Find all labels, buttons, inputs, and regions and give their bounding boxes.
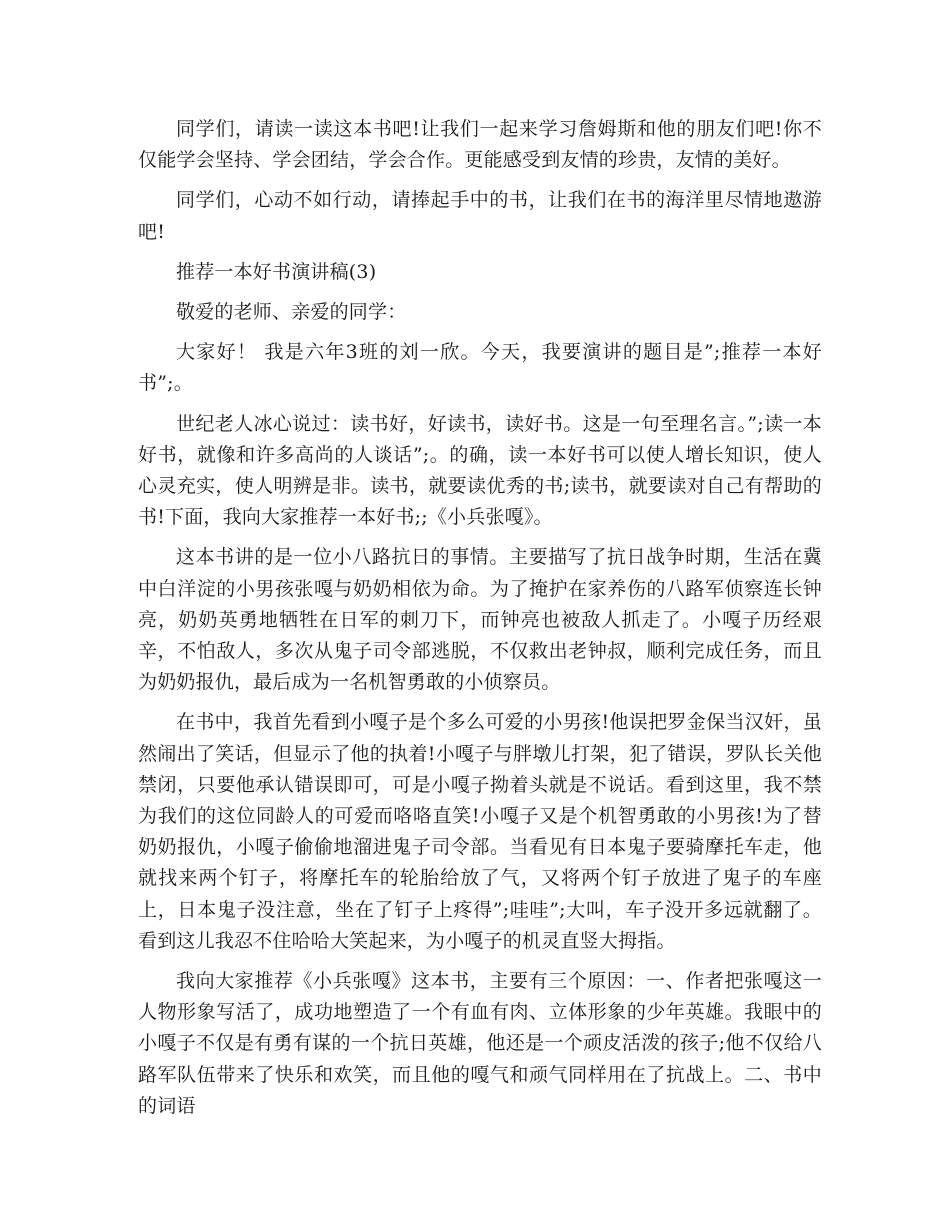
paragraph-greeting: 大家好！ 我是六年3班的刘一欣。今天，我要演讲的题目是”;推荐一本好书”;。 (138, 341, 822, 395)
paragraph-reasons: 我向大家推荐《小兵张嘎》这本书，主要有三个原因：一、作者把张嘎这一人物形象写活了，成功地塑造了一个有血有肉、立体形象的少年英雄。我眼中的小嘎子不仅是有勇有谋的一个抗日英雄，他还是一个顽皮活泼的孩子;他不仅给八路军队伍带来了快乐和欢笑，而且他的嘎气和顽气同样用在了抗战上。二、书中的词语 (138, 970, 822, 1117)
paragraph-1: 同学们，请读一读这本书吧!让我们一起来学习詹姆斯和他的朋友们吧!你不仅能学会坚持、学会团结，学会合作。更能感受到友情的珍贵，友情的美好。 (138, 118, 822, 172)
speech-title: 推荐一本好书演讲稿(3) (176, 260, 377, 283)
document-body (138, 114, 822, 1131)
salutation: 敬爱的老师、亲爱的同学： (176, 301, 407, 324)
paragraph-quote: 世纪老人冰心说过：读书好，好读书，读好书。这是一句至理名言。”;读一本好书，就像和许多高尚的人谈话”;。的确，读一本好书可以使人增长知识，使人心灵充实，使人明辨是非。读书，就要读优秀的书;读书，就要读对自己有帮助的书!下面，我向大家推荐一本好书;;《小兵张嘎》。 (138, 412, 822, 529)
paragraph-character: 在书中，我首先看到小嘎子是个多么可爱的小男孩!他误把罗金保当汉奸，虽然闹出了笑话，但显示了他的执着!小嘎子与胖墩儿打架，犯了错误，罗队长关他禁闭，只要他承认错误即可，可是小嘎子拗着头就是不说话。看到这里，我不禁为我们的这位同龄人的可爱而咯咯直笑!小嘎子又是个机智勇敢的小男孩!为了替奶奶报仇，小嘎子偷偷地溜进鬼子司令部。当看见有日本鬼子要骑摩托车走，他就找来两个钉子，将摩托车的轮胎给放了气，又将两个钉子放进了鬼子的车座上，日本鬼子没注意，坐在了钉子上疼得”;哇哇”;大叫，车子没开多远就翻了。看到这儿我忍不住哈哈大笑起来，为小嘎子的机灵直竖大拇指。 (138, 711, 822, 952)
paragraph-summary: 这本书讲的是一位小八路抗日的事情。主要描写了抗日战争时期，生活在冀中白洋淀的小男孩张嘎与奶奶相依为命。为了掩护在家养伤的八路军侦察连长钟亮，奶奶英勇地牺牲在日军的刺刀下，而钟亮也被敌人抓走了。小嘎子历经艰辛，不怕敌人，多次从鬼子司令部逃脱，不仅救出老钟叔，顺利完成任务，而且为奶奶报仇，最后成为一名机智勇敢的小侦察员。 (138, 546, 822, 694)
paragraph-2: 同学们，心动不如行动，请捧起手中的书，让我们在书的海洋里尽情地遨游吧! (138, 189, 822, 243)
